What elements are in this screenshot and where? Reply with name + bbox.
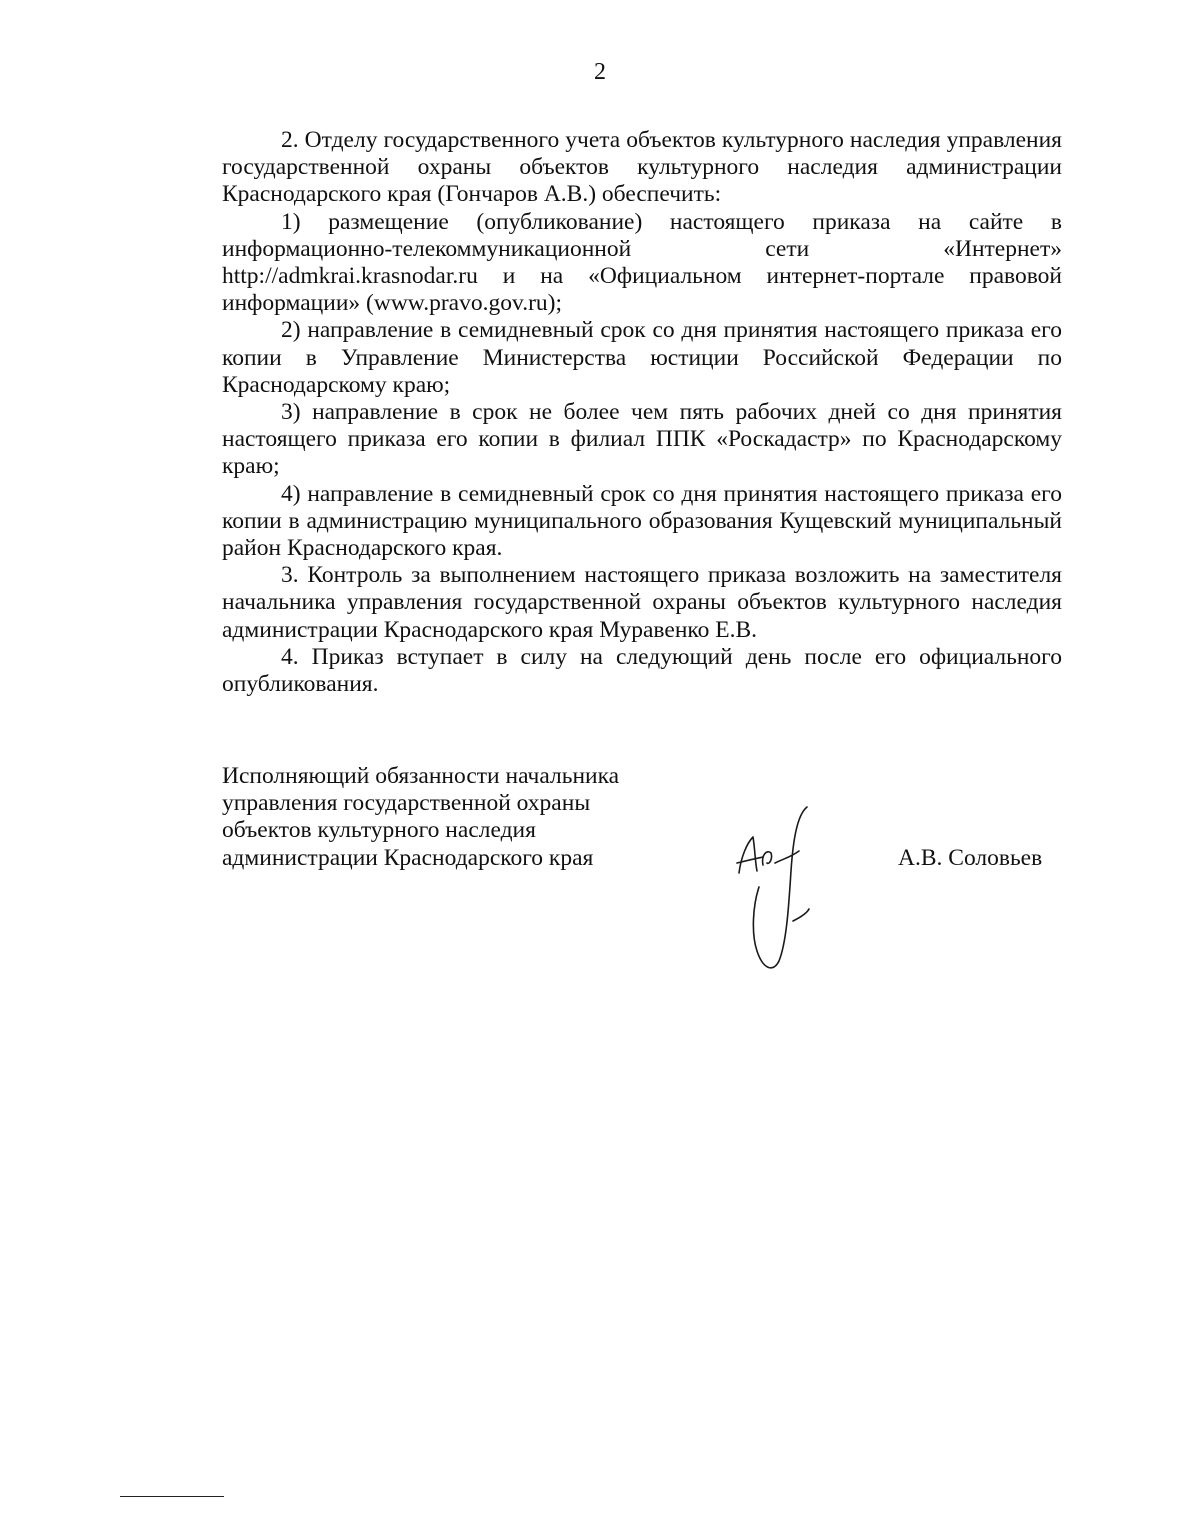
signatory-name: А.В. Соловьев: [898, 845, 1043, 871]
position-line: объектов культурного наследия: [222, 817, 536, 844]
signatory-position: [222, 763, 619, 872]
handwritten-signature: [727, 801, 827, 971]
paragraph-item-3-control: 3. Контроль за выполнением настоящего приказа возложить на заместителя начальника управления государственной охраны объектов культурного наследия администрации Краснодарского края Муравенко Е.В.: [222, 562, 1062, 643]
position-line: Исполняющий обязанности начальника: [222, 763, 620, 789]
paragraph-subitem-4-municipality: 4) направление в семидневный срок со дня принятия настоящего приказа его копии в администрацию муниципального образования Кущевский муниципальный район Краснодарского края.: [222, 480, 1062, 562]
position-line: администрации Краснодарского края: [222, 844, 594, 871]
signature-block: [222, 763, 1062, 983]
paragraph-subitem-2-justice-ministry: 2) направление в семидневный срок со дня принятия настоящего приказа его копии в Управление Министерства юстиции Российской Федерации по Краснодарскому краю;: [222, 317, 1062, 398]
paragraph-item-2: 2. Отделу государственного учета объектов культурного наследия управления государственной охраны объектов культурного наследия администрации Краснодарского края (Гончаров А.В.) обеспечить:: [222, 127, 1062, 208]
order-text: [222, 127, 1062, 698]
footer-rule: [120, 1496, 224, 1497]
page-number: 2: [594, 59, 606, 85]
paragraph-item-4-effective-date: 4. Приказ вступает в силу на следующий день после его официального опубликования.: [222, 643, 1062, 698]
paragraph-subitem-3-roskadastr: 3) направление в срок не более чем пять рабочих дней со дня принятия настоящего приказа его копии в филиал ППК «Роскадастр» по Краснодарскому краю;: [222, 399, 1062, 480]
position-line: управления государственной охраны: [222, 790, 591, 817]
paragraph-subitem-1-publication: 1) размещение (опубликование) настоящего приказа на сайте в информационно-телекоммуникационной сети «Интернет» http://admkrai.krasnodar.ru и на «Официальном интернет-портале правовой информации» (www.pravo.gov.ru);: [222, 208, 1062, 317]
